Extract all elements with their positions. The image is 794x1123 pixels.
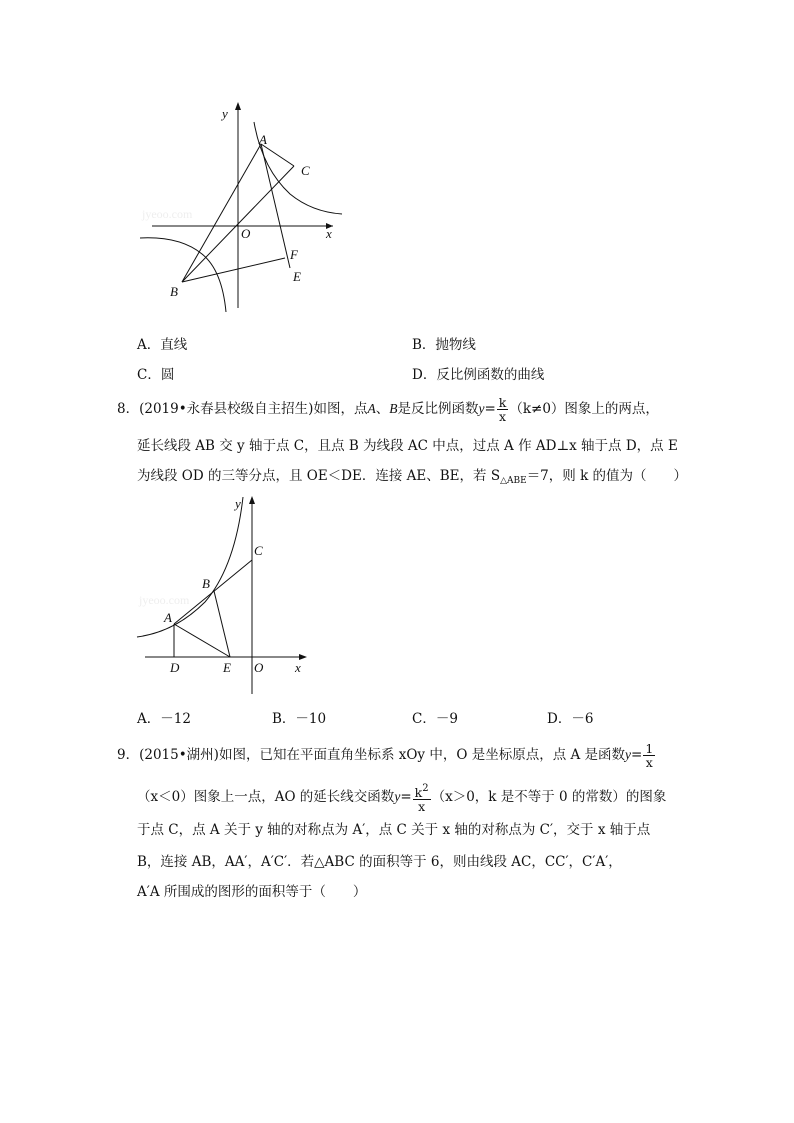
- q9-line-2: [137, 782, 666, 813]
- figure-1-diagram: [140, 98, 360, 318]
- q9-func-y2: y: [394, 789, 401, 804]
- q9-line2-suffix: （x＞0，k 是不等于 0 的常数）的图象: [431, 789, 667, 805]
- q8-func-y: y: [478, 401, 485, 416]
- q9-frac2-num: [413, 782, 431, 800]
- label-E-2: E: [223, 660, 231, 675]
- q8-line3-sub: △ABE: [500, 476, 527, 486]
- hyperbola-branch-q1: [254, 122, 342, 214]
- watermark: jyeoo.com: [142, 207, 193, 221]
- hyperbola-2: [137, 497, 243, 637]
- label-y-2: y: [235, 496, 241, 511]
- q8-line3-a: 为线段 OD 的三等分点，且 OE＜DE．连接 AE、BE，若 S: [137, 468, 501, 484]
- q8-line1-mid: 是反比例函数: [397, 401, 479, 417]
- q8-line1-suffix: （k≠0）图象上的两点，: [509, 401, 659, 417]
- q8-line-1: [117, 396, 659, 423]
- q9-line2-prefix: （x＜0）图象上一点，AO 的延长线交函数: [137, 789, 395, 805]
- q8-option-b[interactable]: B．－10: [272, 711, 327, 727]
- q9-frac2-sup: 2: [422, 783, 429, 794]
- segment-AE-2: [174, 624, 230, 657]
- q9-frac-den: x: [645, 755, 653, 770]
- segment-BF: [182, 258, 285, 282]
- q8-sep: 、: [375, 401, 390, 417]
- q9-line-1: [117, 742, 656, 769]
- q8-point-a: A: [367, 401, 376, 416]
- q8-line-2: 延长线段 AB 交 y 轴于点 C，且点 B 为线段 AC 中点，过点 A 作 AD⊥x 轴于点 D，点 E: [137, 438, 678, 454]
- q9-eq2: =: [400, 789, 412, 805]
- segment-AC: [261, 144, 294, 166]
- q8-point-b: B: [389, 401, 398, 416]
- q8-option-a[interactable]: A．－12: [137, 711, 191, 727]
- q7-option-b[interactable]: B．抛物线: [412, 337, 476, 353]
- q8-line-3: [137, 466, 687, 491]
- y-axis-arrow-2: [249, 496, 255, 504]
- label-E: E: [293, 269, 301, 284]
- q9-fraction-2: [413, 782, 431, 813]
- q8-line1-prefix: 8．(2019•永春县校级自主招生)如图，点: [117, 401, 368, 417]
- label-O: O: [241, 226, 251, 241]
- label-O-2: O: [254, 660, 264, 675]
- figure-2-diagram: [135, 492, 315, 697]
- q9-line-5: A′A 所围成的图形的面积等于（ ）: [137, 884, 367, 900]
- q9-line-4: B，连接 AB，AA′，A′C′．若△ABC 的面积等于 6，则由线段 AC，CC′，C′A′，: [137, 854, 622, 870]
- q9-frac2-den: x: [418, 799, 426, 814]
- segment-AE: [261, 144, 290, 268]
- q8-frac-num: k: [498, 395, 507, 410]
- q8-option-c[interactable]: C．－9: [412, 711, 458, 727]
- q9-frac2-k: k: [414, 785, 423, 800]
- q9-line1-prefix: 9．(2015•湖州)如图，已知在平面直角坐标系 xOy 中，O 是坐标原点，点 A 是函数: [117, 747, 626, 763]
- segment-BE-2: [214, 591, 230, 657]
- label-x: x: [326, 226, 332, 241]
- label-B: B: [170, 284, 178, 299]
- q7-option-d[interactable]: D．反比例函数的曲线: [412, 367, 545, 383]
- q9-fraction: [643, 742, 655, 769]
- label-A: A: [259, 132, 267, 147]
- q7-option-a[interactable]: A．直线: [137, 337, 188, 353]
- segment-AC-2: [174, 560, 252, 624]
- label-C-2: C: [254, 543, 263, 558]
- q8-line3-b: ＝7，则 k 的值为（ ）: [526, 468, 688, 484]
- q9-frac-num: 1: [645, 741, 654, 756]
- label-B-2: B: [202, 576, 210, 591]
- q7-option-c[interactable]: C．圆: [137, 367, 175, 383]
- q9-eq: =: [631, 747, 643, 763]
- watermark-2: jyeoo.com: [139, 593, 190, 607]
- q8-eq: =: [484, 401, 496, 417]
- q8-frac-den: x: [499, 409, 507, 424]
- label-A-2: A: [164, 610, 172, 625]
- label-x-2: x: [295, 660, 301, 675]
- label-D-2: D: [170, 660, 180, 675]
- y-axis-arrow: [235, 102, 241, 110]
- q8-fraction: [497, 396, 509, 423]
- q8-option-d[interactable]: D．－6: [547, 711, 594, 727]
- label-y: y: [222, 106, 228, 121]
- q9-line-3: 于点 C，点 A 关于 y 轴的对称点为 A′，点 C 关于 x 轴的对称点为 C′，交于 x 轴于点: [137, 822, 651, 838]
- q9-func-y: y: [625, 747, 632, 762]
- label-C: C: [301, 163, 310, 178]
- label-F: F: [290, 247, 298, 262]
